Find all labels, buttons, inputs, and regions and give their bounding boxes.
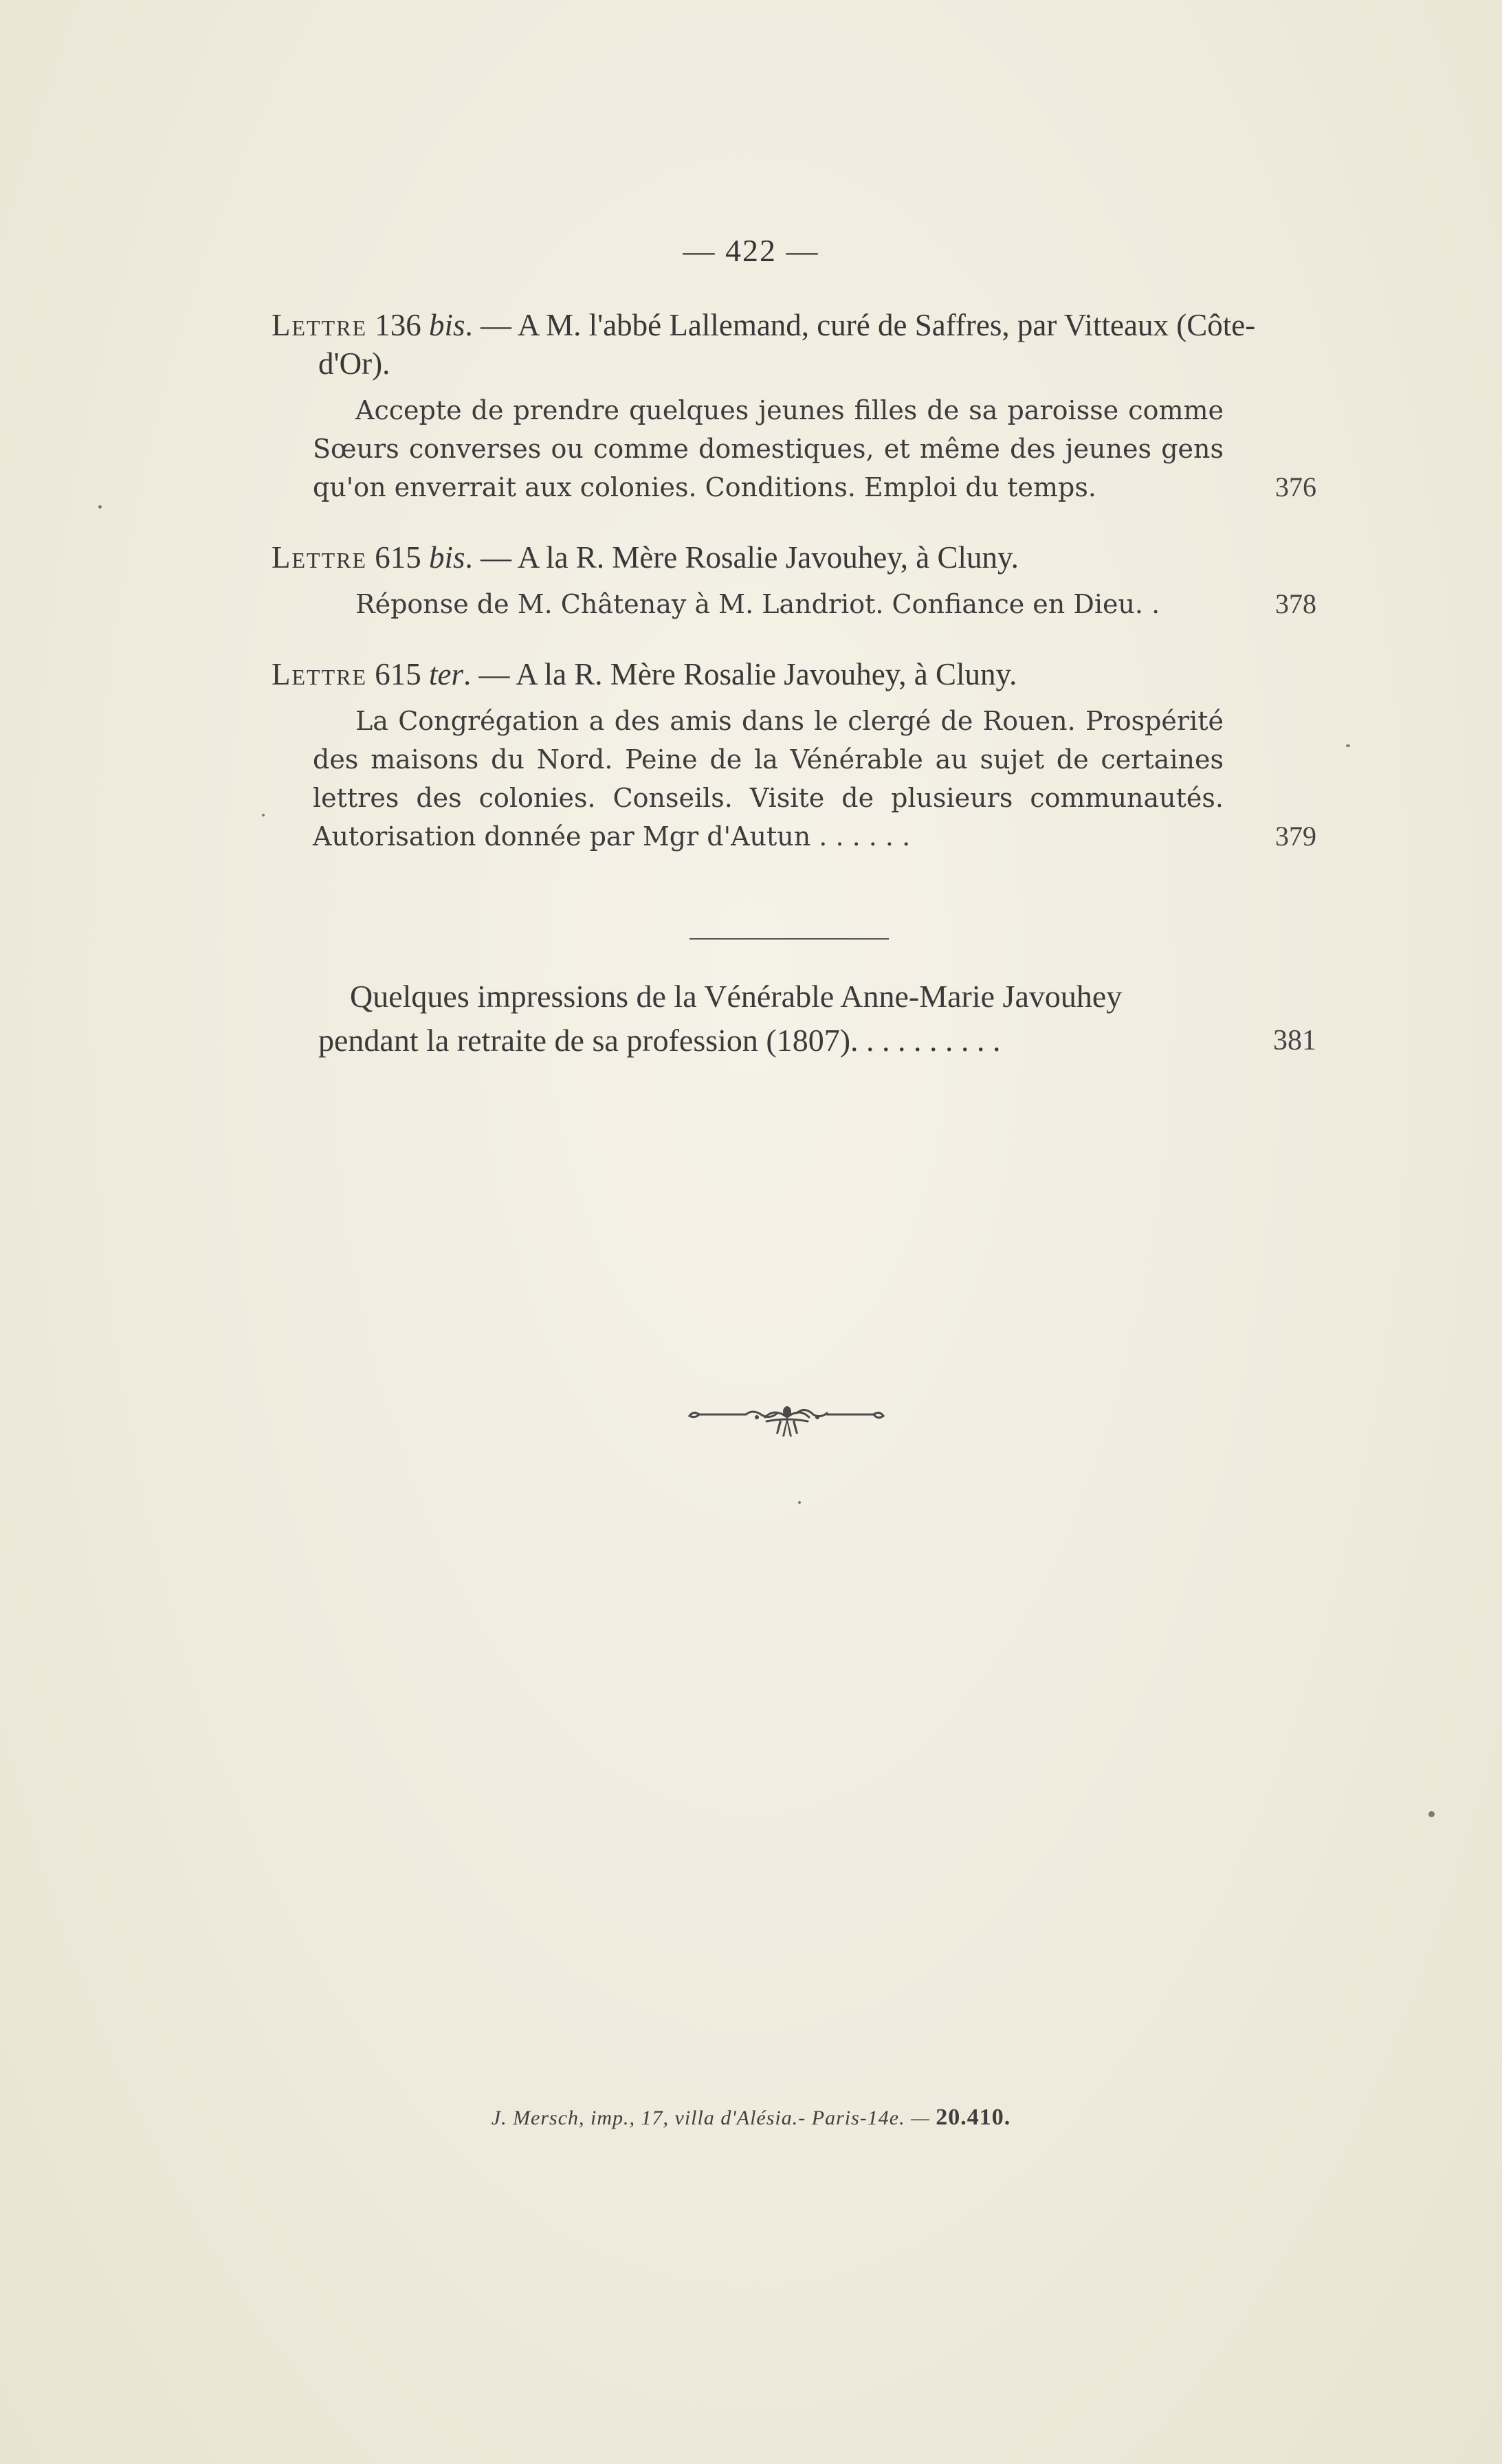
- letter-suffix: ter: [429, 657, 464, 691]
- entry-heading: [272, 655, 1277, 693]
- letter-recipient: . — A la R. Mère Rosalie Javouhey, à Cluny.: [463, 657, 1017, 691]
- paper-speck: [1428, 1811, 1435, 1817]
- entry-heading: [272, 538, 1277, 577]
- paper-speck: [1346, 744, 1350, 747]
- impressions-title: Quelques impressions de la Vénérable Anne-Marie Javouhey pendant la retraite de sa profession (1807). . . . . . . . . .: [318, 979, 1123, 1058]
- letter-label: Lettre: [272, 540, 368, 575]
- entry-description-row: [272, 391, 1316, 507]
- letter-label: Lettre: [272, 657, 368, 691]
- section-divider-rule: [689, 938, 889, 940]
- page-number: — 422 —: [683, 233, 819, 268]
- entry-heading: [272, 306, 1277, 383]
- letter-number: 136: [375, 308, 421, 342]
- imprint-number: 20.410.: [936, 2105, 1011, 2130]
- paper-speck: [262, 814, 265, 817]
- letter-recipient: . — A M. l'abbé Lallemand, curé de Saffres, par Vitteaux (Côte-d'Or).: [318, 308, 1256, 381]
- toc-entry-letter-615-ter: [272, 655, 1316, 856]
- paper-speck: [798, 1501, 801, 1504]
- toc-entry-letter-615-bis: [272, 538, 1316, 623]
- paper-speck: [98, 505, 102, 509]
- letter-suffix: bis: [429, 308, 465, 342]
- page-reference: 381: [1273, 1025, 1316, 1056]
- page-reference: 376: [1275, 471, 1316, 502]
- toc-entry-impressions: [318, 975, 1316, 1063]
- letter-suffix: bis: [429, 540, 465, 575]
- entry-description: Réponse de M. Châtenay à M. Landriot. Confiance en Dieu. .: [355, 589, 1160, 619]
- printer-imprint: [0, 2105, 1502, 2131]
- page-reference: 379: [1275, 821, 1316, 852]
- entry-description-row: [272, 702, 1316, 856]
- table-of-contents: [272, 306, 1316, 887]
- letter-number: 615: [375, 540, 421, 575]
- toc-entry-letter-136-bis: [272, 306, 1316, 507]
- page-reference: 378: [1275, 588, 1316, 619]
- entry-description-row: [272, 585, 1316, 623]
- entry-description: Accepte de prendre quelques jeunes filles de sa paroisse comme Sœurs converses ou comme domestiques, et même des jeunes gens qu'on enverrait aux colonies. Conditions. Emploi du temps.: [313, 395, 1224, 502]
- imprint-text: J. Mersch, imp., 17, villa d'Alésia.- Paris-14e. —: [491, 2107, 930, 2129]
- letter-recipient: . — A la R. Mère Rosalie Javouhey, à Cluny.: [465, 540, 1019, 575]
- letter-label: Lettre: [272, 308, 368, 342]
- entry-description: La Congrégation a des amis dans le clergé de Rouen. Prospérité des maisons du Nord. Peine de la Vénérable au sujet de certaines lettres des colonies. Conseils. Visite de plusieurs communautés. Autorisation donnée par Mgr d'Autun . . . . . .: [313, 706, 1224, 852]
- letter-number: 615: [375, 657, 421, 691]
- fleuron-ornament-icon: [684, 1402, 890, 1450]
